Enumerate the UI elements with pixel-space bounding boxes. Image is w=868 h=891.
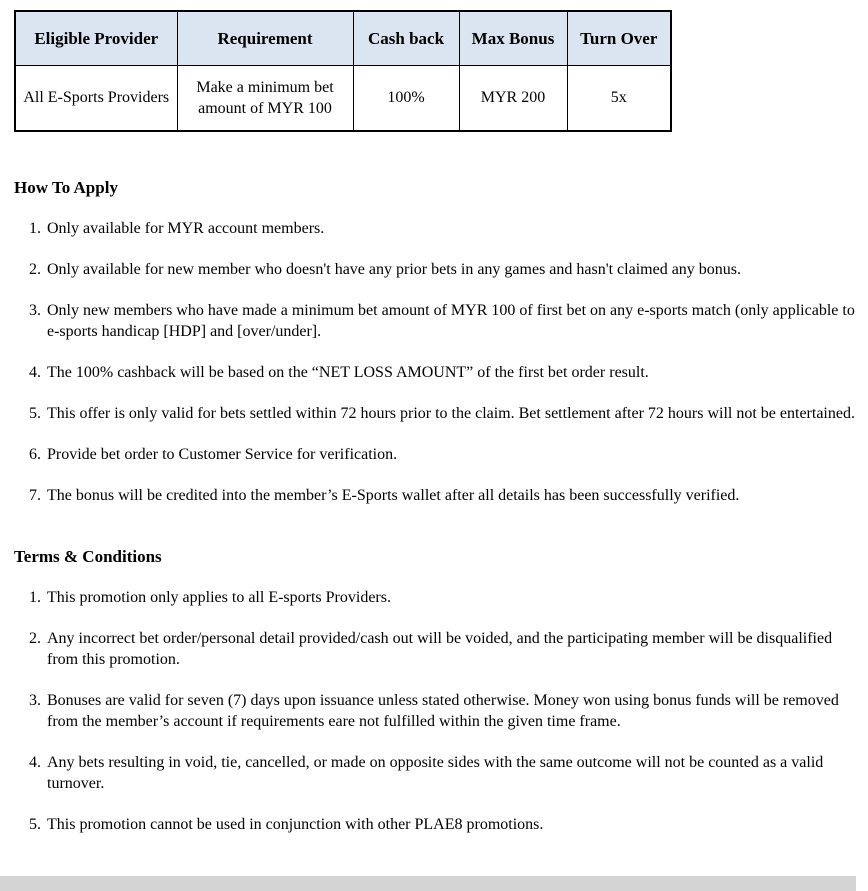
table-cell-cash-back: 100% — [353, 65, 459, 131]
how-to-apply-item: 4. The 100% cashback will be based on the “NET LOSS AMOUNT” of the first bet order result. — [45, 362, 860, 383]
terms-and-conditions-list — [14, 587, 860, 835]
table-header-cash-back: Cash back — [353, 11, 459, 65]
terms-item: 2. Any incorrect bet order/personal detail provided/cash out will be voided, and the participating member will be disqualified from this promotion. — [45, 628, 860, 670]
table-header-eligible-provider: Eligible Provider — [15, 11, 177, 65]
how-to-apply-item: 5. This offer is only valid for bets settled within 72 hours prior to the claim. Bet settlement after 72 hours will not be entertained. — [45, 403, 860, 424]
how-to-apply-item: 7. The bonus will be credited into the member’s E-Sports wallet after all details has been successfully verified. — [45, 485, 860, 506]
table-cell-requirement: Make a minimum bet amount of MYR 100 — [177, 65, 353, 131]
how-to-apply-item: 1. Only available for MYR account members. — [45, 218, 860, 239]
table-header-max-bonus: Max Bonus — [459, 11, 567, 65]
table-header-row — [15, 11, 671, 65]
table-header-turn-over: Turn Over — [567, 11, 671, 65]
terms-and-conditions-heading: Terms & Conditions — [14, 547, 162, 566]
how-to-apply-heading: How To Apply — [14, 178, 118, 197]
table-header-requirement: Requirement — [177, 11, 353, 65]
table-cell-turn-over: 5x — [567, 65, 671, 131]
terms-item: 3. Bonuses are valid for seven (7) days upon issuance unless stated otherwise. Money won using bonus funds will be removed from the member’s account if requirements eare not fulfilled within the given time frame. — [45, 690, 860, 732]
how-to-apply-item: 2. Only available for new member who doesn't have any prior bets in any games and hasn't claimed any bonus. — [45, 259, 860, 280]
table-cell-eligible-provider: All E-Sports Providers — [15, 65, 177, 131]
how-to-apply-list — [14, 218, 860, 506]
terms-item: 1. This promotion only applies to all E-sports Providers. — [45, 587, 860, 608]
terms-item: 5. This promotion cannot be used in conjunction with other PLAE8 promotions. — [45, 814, 860, 835]
how-to-apply-item: 6. Provide bet order to Customer Service for verification. — [45, 444, 860, 465]
promo-summary-table — [14, 10, 672, 132]
table-row — [15, 65, 671, 131]
page-bottom-strip — [0, 876, 856, 891]
terms-item: 4. Any bets resulting in void, tie, cancelled, or made on opposite sides with the same outcome will not be counted as a valid turnover. — [45, 752, 860, 794]
table-cell-max-bonus: MYR 200 — [459, 65, 567, 131]
how-to-apply-item: 3. Only new members who have made a minimum bet amount of MYR 100 of first bet on any e-sports match (only applicable to e-sports handicap [HDP] and [over/under]. — [45, 300, 860, 342]
